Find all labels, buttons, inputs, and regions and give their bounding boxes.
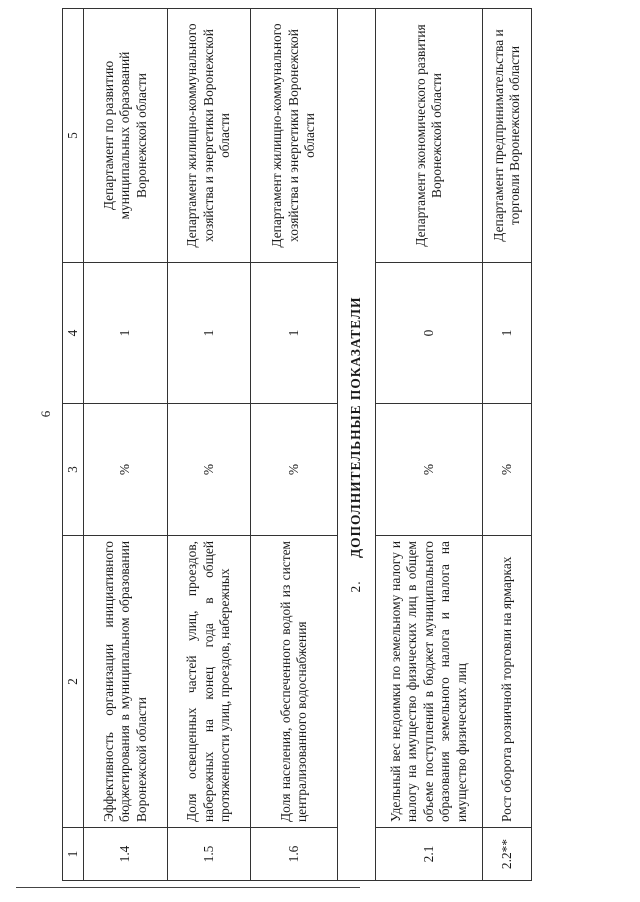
indicator-unit: % — [251, 404, 338, 536]
indicator-value: 1 — [84, 263, 168, 404]
section-header — [338, 9, 376, 881]
indicators-table-rotated — [62, 9, 532, 881]
indicator-value: 0 — [376, 263, 483, 404]
responsible-department: Департамент экономического развития Воронежской области — [376, 9, 483, 263]
section-number: 2. — [348, 580, 364, 593]
indicator-unit: % — [376, 404, 483, 536]
row-number: 1.4 — [84, 828, 168, 881]
table-row — [483, 9, 532, 881]
section-row — [338, 9, 376, 881]
row-number: 2.2** — [483, 828, 532, 881]
indicator-unit: % — [168, 404, 251, 536]
table-row — [251, 9, 338, 881]
indicator-value: 1 — [483, 263, 532, 404]
row-number: 2.1 — [376, 828, 483, 881]
table-row — [84, 9, 168, 881]
responsible-department: Департамент по развитию муниципальных образований Воронежской области — [84, 9, 168, 263]
header-cell: 1 — [63, 828, 84, 881]
indicator-value: 1 — [168, 263, 251, 404]
indicator-unit: % — [483, 404, 532, 536]
table-header-row — [63, 9, 84, 881]
indicator-unit: % — [84, 404, 168, 536]
header-cell: 5 — [63, 9, 84, 263]
responsible-department: Департамент жилищно-коммунального хозяйства и энергетики Воронежской области — [251, 9, 338, 263]
row-number: 1.5 — [168, 828, 251, 881]
table-row — [168, 9, 251, 881]
row-number: 1.6 — [251, 828, 338, 881]
header-cell: 3 — [63, 404, 84, 536]
indicator-name: Доля освещенных частей улиц, проездов, набережных на конец года в общей протяженности улиц, проездов, набережных — [168, 536, 251, 828]
table-row — [376, 9, 483, 881]
page-number: 6 — [38, 410, 53, 418]
indicator-name: Рост оборота розничной торговли на ярмарках — [483, 536, 532, 828]
indicator-name: Эффективность организации инициативного бюджетирования в муниципальном образовании Воронежской области — [84, 536, 168, 828]
footnote-divider — [16, 887, 360, 888]
indicators-table — [62, 8, 532, 881]
header-cell: 2 — [63, 536, 84, 828]
indicator-name: Удельный вес недоимки по земельному налогу и налогу на имущество физических лиц в общем объеме поступлений в бюджет муниципального образования земельного налога и налога на имущество физических лиц — [376, 536, 483, 828]
responsible-department: Департамент предпринимательства и торговли Воронежской области — [483, 9, 532, 263]
section-title: ДОПОЛНИТЕЛЬНЫЕ ПОКАЗАТЕЛИ — [348, 296, 364, 559]
header-cell: 4 — [63, 263, 84, 404]
indicator-value: 1 — [251, 263, 338, 404]
responsible-department: Департамент жилищно-коммунального хозяйства и энергетики Воронежской области — [168, 9, 251, 263]
indicator-name: Доля населения, обеспеченного водой из систем централизованного водоснабжения — [251, 536, 338, 828]
